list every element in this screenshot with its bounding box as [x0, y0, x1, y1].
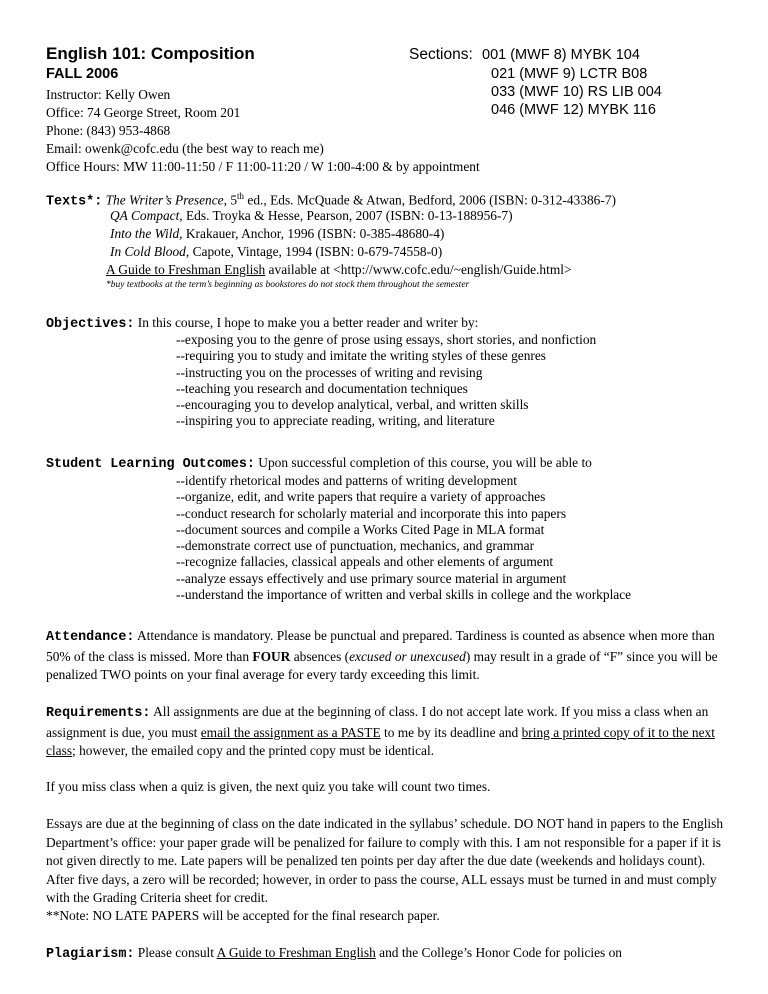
book4-details: Capote, Vintage, 1994 (ISBN: 0-679-74558-0) [189, 244, 443, 259]
attendance-bold: FOUR [252, 648, 291, 664]
list-item: --inspiring you to appreciate reading, writing, and literature [176, 413, 495, 429]
book1-title: The Writer’s Presence, [105, 192, 227, 208]
list-item: --understand the importance of written and verbal skills in college and the workplace [176, 587, 632, 603]
attendance-paragraph [46, 627, 736, 685]
section-line: 001 (MWF 8) MYBK 104 [482, 47, 640, 63]
texts-book4-line [110, 243, 442, 260]
instructor-line: Instructor: Kelly Owen [46, 87, 171, 102]
texts-label: Texts*: [46, 194, 103, 210]
book3-details: Krakauer, Anchor, 1996 (ISBN: 0-385-48680-4) [182, 226, 445, 241]
email-line: Email: owenk@cofc.edu (the best way to reach me) [46, 141, 324, 156]
attendance-text: Attendance is mandatory. Please be punctual and prepared. Tardiness is counted as absence when more than 50% of the class is missed. More than [46, 628, 715, 664]
list-item: --exposing you to the genre of prose using essays, short stories, and nonfiction [176, 332, 597, 347]
outcomes-label: Student Learning Outcomes: [46, 457, 255, 472]
attendance-text: absences ( [290, 648, 350, 664]
attendance-italic: excused or unexcused [349, 648, 466, 664]
office-line: Office: 74 George Street, Room 201 [46, 105, 241, 120]
texts-footnote: *buy textbooks at the term’s beginning as bookstores do not stock them throughout the semester [106, 280, 470, 290]
requirements-text: All assignments are due at the beginning of class. I do not accept late work. If you miss a class when an assignment is due, you must [46, 704, 709, 740]
book3-title: Into the Wild, [110, 226, 183, 241]
sections-label: Sections: [409, 46, 473, 63]
list-item: --document sources and compile a Works Cited Page in MLA format [176, 521, 545, 537]
requirements-text: to me by its deadline and [380, 724, 522, 740]
objectives-list [176, 332, 596, 430]
requirements-label: Requirements: [46, 706, 151, 721]
outcomes-heading [46, 454, 592, 473]
term-label: FALL 2006 [46, 66, 119, 82]
book1-details: ed., Eds. McQuade & Atwan, Bedford, 2006 (ISBN: 0-312-43386-7) [244, 192, 616, 208]
list-item: --instructing you on the processes of writing and revising [176, 364, 483, 380]
list-item: --identify rhetorical modes and patterns of writing development [176, 473, 517, 488]
list-item: --encouraging you to develop analytical, verbal, and written skills [176, 397, 529, 413]
section-line: 046 (MWF 12) MYBK 116 [491, 102, 656, 118]
book2-details: Eds. Troyka & Hesse, Pearson, 2007 (ISBN: 0-13-188956-7) [182, 208, 513, 223]
quiz-note: If you miss class when a quiz is given, the next quiz you take will count two times. [46, 779, 491, 794]
phone-line: Phone: (843) 953-4868 [46, 123, 171, 138]
objectives-intro: In this course, I hope to make you a better reader and writer by: [134, 315, 479, 330]
plagiarism-text: Please consult [134, 945, 217, 960]
book2-title: QA Compact, [110, 208, 183, 223]
guide-link[interactable]: A Guide to Freshman English [106, 262, 266, 277]
plagiarism-paragraph [46, 944, 736, 965]
plagiarism-label: Plagiarism: [46, 947, 135, 962]
list-item: --conduct research for scholarly material and incorporate this into papers [176, 505, 567, 521]
attendance-text: ) may result in a grade of “F” since you will be penalized TWO points on your final average for every tardy exceeding this limit. [46, 648, 718, 682]
late-papers-note: **Note: NO LATE PAPERS will be accepted for the final research paper. [46, 908, 440, 923]
requirements-text: ; however, the emailed copy and the printed copy must be identical. [72, 743, 435, 758]
objectives-heading [46, 314, 478, 333]
office-hours-line: Office Hours: MW 11:00-11:50 / F 11:00-11:20 / W 1:00-4:00 & by appointment [46, 159, 480, 174]
list-item: --analyze essays effectively and use primary source material in argument [176, 570, 567, 586]
requirements-underline: email the assignment as a PASTE [200, 724, 381, 740]
texts-book3-line [110, 225, 444, 242]
book4-title: In Cold Blood, [110, 244, 190, 259]
list-item: --requiring you to study and imitate the writing styles of these genres [176, 348, 547, 364]
book1-ed-num: 5 [226, 192, 238, 208]
requirements-paragraph [46, 703, 736, 761]
outcomes-intro: Upon successful completion of this course, you will be able to [254, 455, 592, 470]
book1-ed-sup: th [237, 191, 245, 201]
outcomes-list [176, 473, 631, 603]
texts-guide-line [106, 261, 572, 278]
section-line: 021 (MWF 9) LCTR B08 [491, 66, 648, 82]
list-item: --organize, edit, and write papers that require a variety of approaches [176, 489, 546, 505]
list-item: --teaching you research and documentation techniques [176, 380, 468, 396]
objectives-label: Objectives: [46, 317, 135, 332]
list-item: --recognize fallacies, classical appeals and other elements of argument [176, 554, 554, 570]
guide-link[interactable]: A Guide to Freshman English [216, 945, 376, 960]
texts-book2-line [110, 207, 513, 224]
section-line: 033 (MWF 10) RS LIB 004 [491, 84, 662, 100]
plagiarism-text: and the College’s Honor Code for policies on [375, 945, 623, 960]
list-item: --demonstrate correct use of punctuation, mechanics, and grammar [176, 538, 535, 554]
course-title: English 101: Composition [46, 44, 255, 63]
attendance-label: Attendance: [46, 630, 135, 645]
essays-paragraph: Essays are due at the beginning of class on the date indicated in the syllabus’ schedule. DO NOT hand in papers to the English Department’s office: your paper grade will be penalized for failure to comply with this. I am not responsible for a paper if it is not given directly to me. Late papers will be penalized ten points per day after the due date (weekends and holidays count). After five days, a zero will be recorded; however, in order to pass the course, ALL essays must be turned in and must comply with the Grading Criteria sheet for credit. [46, 816, 724, 905]
requirements-underline: bring a printed copy of it to the next class [46, 724, 715, 758]
guide-details: available at <http://www.cofc.edu/~english/Guide.html> [265, 262, 572, 277]
